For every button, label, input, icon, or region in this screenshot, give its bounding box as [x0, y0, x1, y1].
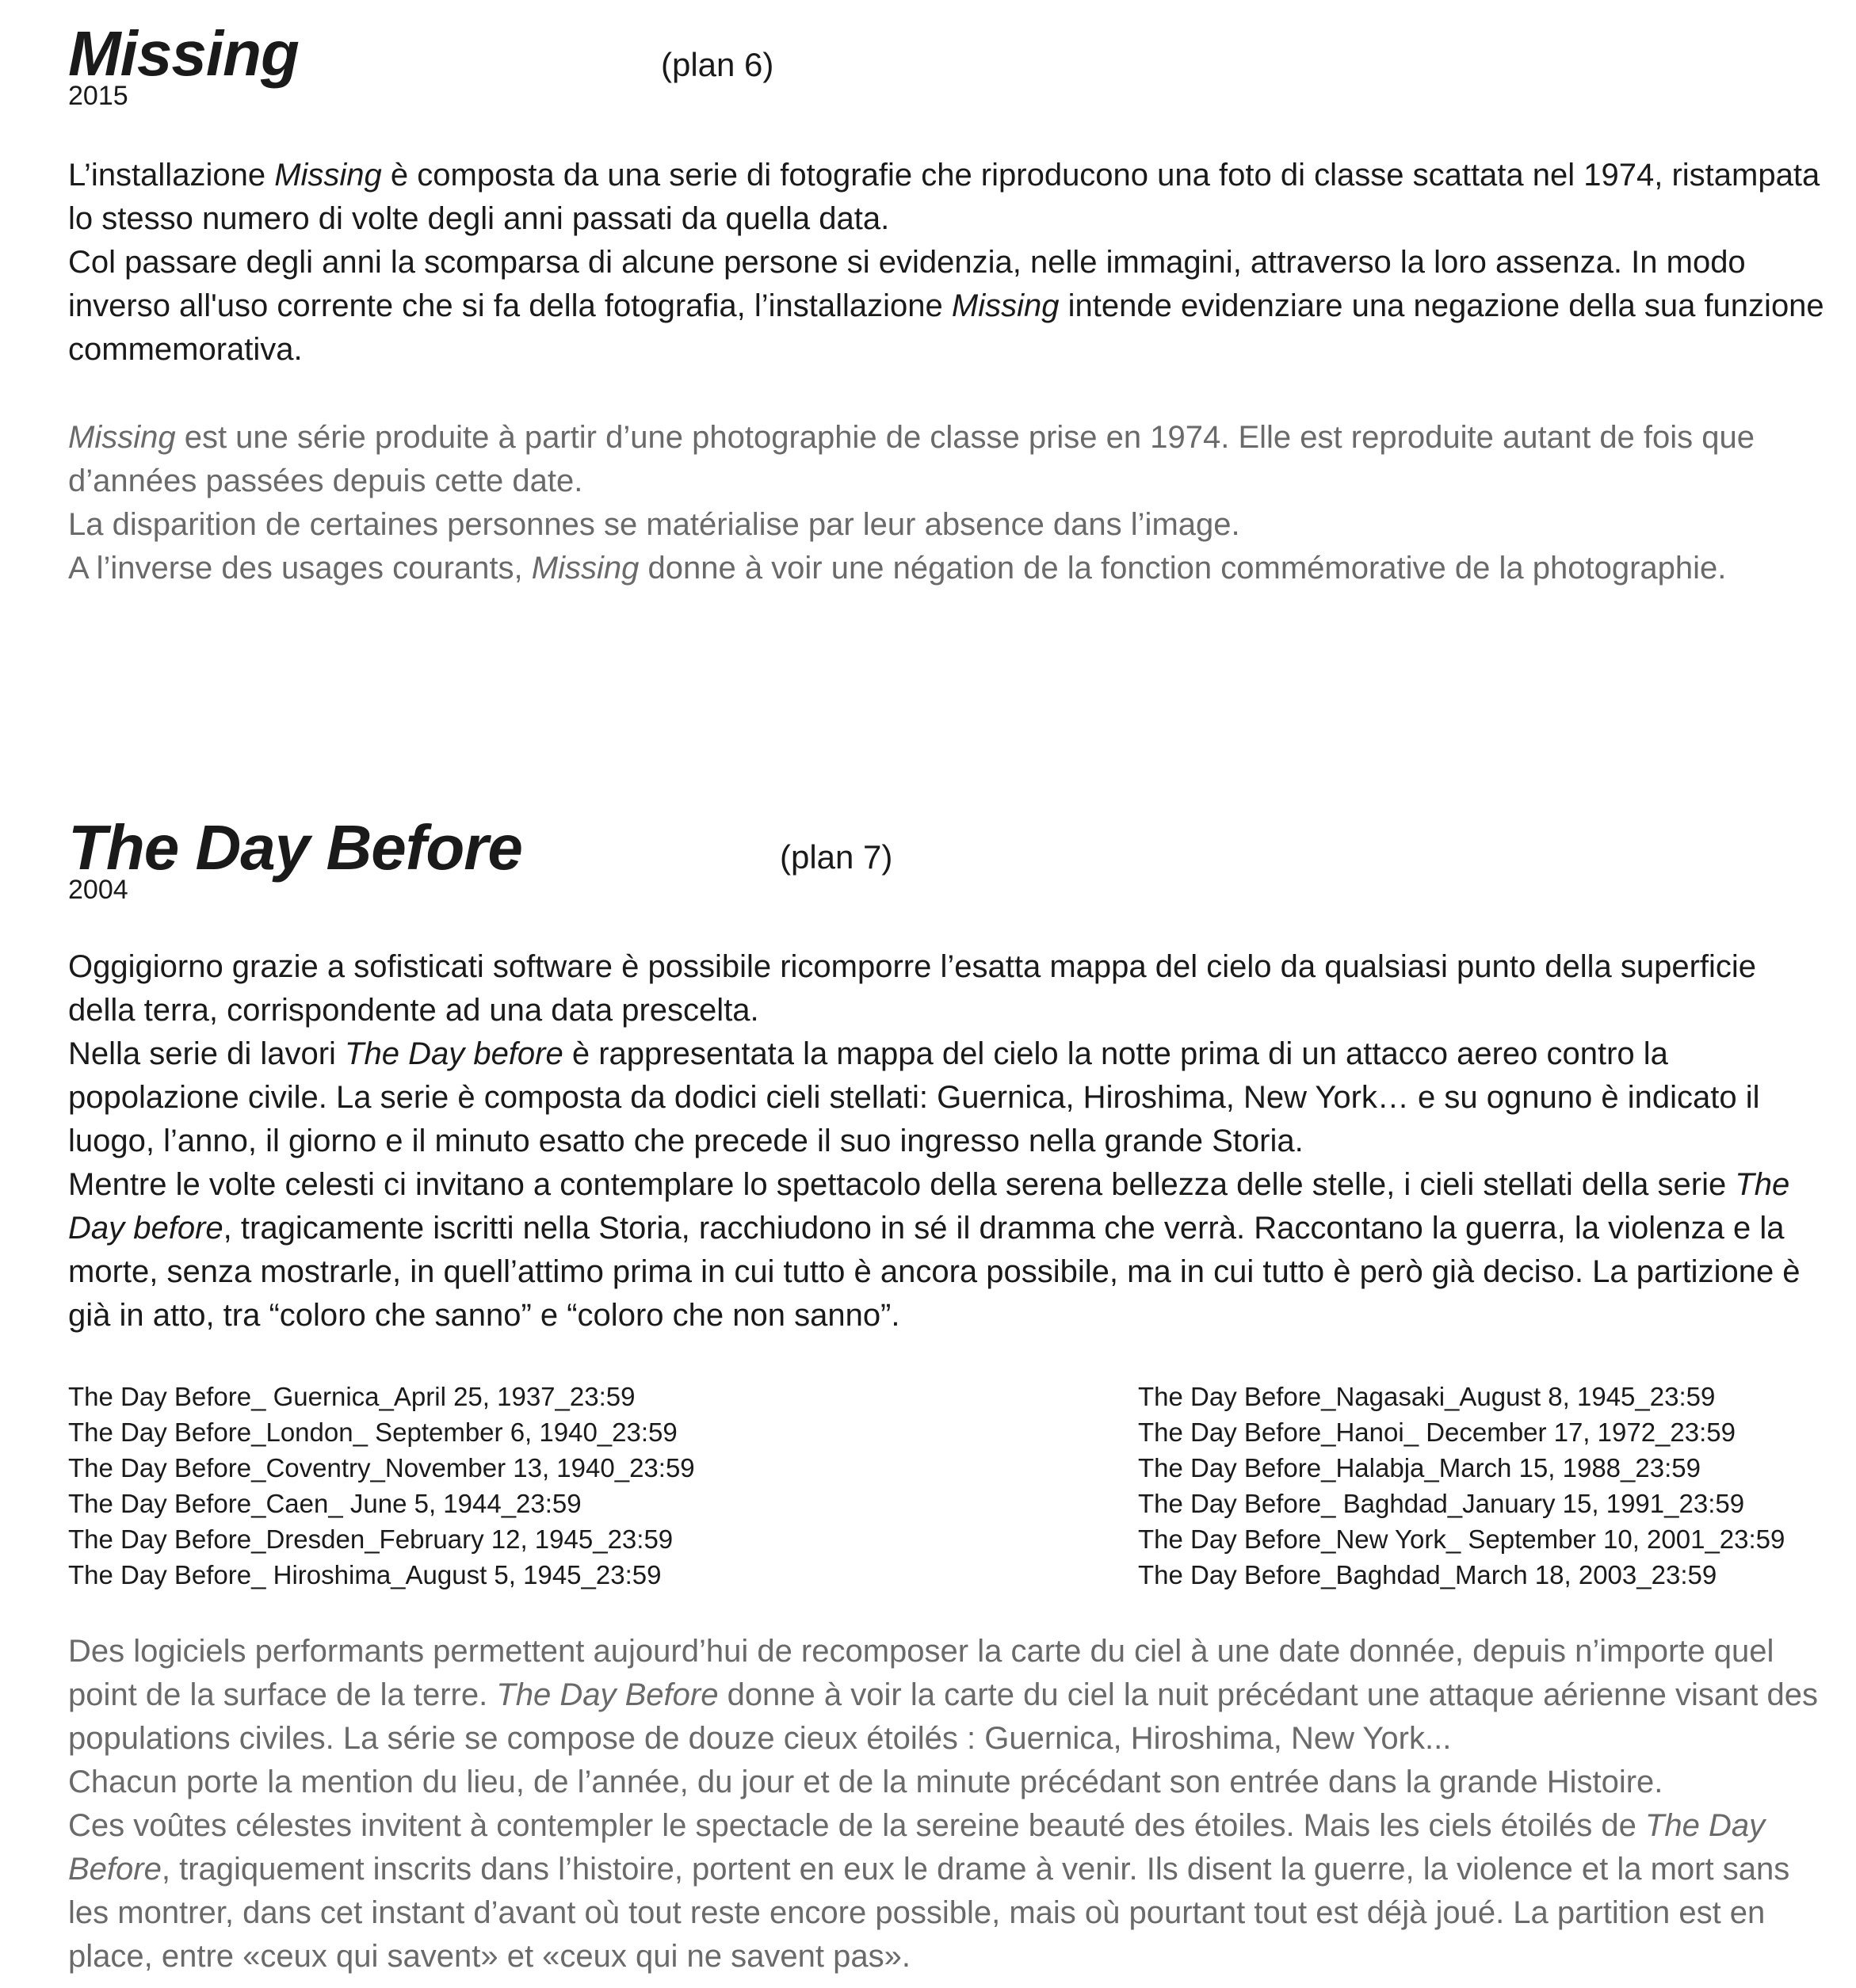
work-item: The Day Before_Caen_ June 5, 1944_23:59: [68, 1489, 582, 1518]
missing-fr-paragraph-2: La disparition de certaines personnes se matérialise par leur absence dans l’image.: [68, 507, 1240, 542]
work-item: The Day Before_Nagasaki_August 8, 1945_23:59: [1138, 1382, 1716, 1411]
day-before-it-paragraph-2: Nella serie di lavori The Day before è rappresentata la mappa del cielo la notte prima di un attacco aereo contro la popolazione civile. La serie è composta da dodici cieli stellati: Guernica, Hiroshima, New York… e su ognuno è indicato il luogo, l’anno, il giorno e il minuto esatto che precede il suo ingresso nella grande Storia.: [68, 1036, 1760, 1158]
work-item: The Day Before_Dresden_February 12, 1945_23:59: [68, 1524, 674, 1554]
missing-section: [68, 18, 299, 112]
missing-title: Missing: [68, 18, 299, 89]
day-before-title: The Day Before: [68, 812, 522, 883]
missing-plan: (plan 6): [661, 46, 774, 83]
work-item: The Day Before_ Baghdad_January 15, 1991_23:59: [1138, 1489, 1745, 1518]
works-list-left: [68, 1379, 695, 1593]
day-before-fr-paragraph-1: Des logiciels performants permettent aujourd’hui de recomposer la carte du ciel à une date donnée, depuis n’importe quel point de la surface de la terre. The Day Before donne à voir la carte du ciel la nuit précédant une attaque aérienne visant des populations civiles. La série se compose de douze cieux étoilés : Guernica, Hiroshima, New York...: [68, 1634, 1819, 1756]
missing-fr-paragraph-1: Missing est une série produite à partir d’une photographie de classe prise en 1974. Elle est reproduite autant de fois que d’années passées depuis cette date.: [68, 420, 1755, 498]
missing-italian-text: [68, 154, 1827, 372]
day-before-it-paragraph-1: Oggigiorno grazie a sofisticati software è possibile ricomporre l’esatta mappa del cielo da qualsiasi punto della superficie della terra, corrispondente ad una data prescelta.: [68, 949, 1757, 1028]
missing-year: 2015: [68, 81, 128, 111]
day-before-year: 2004: [68, 875, 128, 905]
missing-fr-paragraph-3: A l’inverse des usages courants, Missing donne à voir une négation de la fonction commémorative de la photographie.: [68, 551, 1727, 586]
work-item: The Day Before_ Guernica_April 25, 1937_23:59: [68, 1382, 636, 1411]
work-item: The Day Before_New York_ September 10, 2001_23:59: [1138, 1524, 1785, 1554]
missing-french-text: [68, 416, 1827, 590]
missing-it-paragraph-1: L’installazione Missing è composta da una serie di fotografie che riproducono una foto di classe scattata nel 1974, ristampata lo stesso numero di volte degli anni passati da quella data.: [68, 158, 1820, 236]
day-before-it-paragraph-3: Mentre le volte celesti ci invitano a contemplare lo spettacolo della serena bellezza delle stelle, i cieli stellati della serie The Day before, tragicamente iscritti nella Storia, racchiudono in sé il dramma che verrà. Raccontano la guerra, la violenza e la morte, senza mostrarle, in quell’attimo prima in cui tutto è ancora possibile, ma in cui tutto è però già deciso. La partizione è già in atto, tra “coloro che sanno” e “coloro che non sanno”.: [68, 1167, 1801, 1333]
day-before-fr-paragraph-2: Chacun porte la mention du lieu, de l’année, du jour et de la minute précédant son entrée dans la grande Histoire.: [68, 1765, 1663, 1799]
work-item: The Day Before_Hanoi_ December 17, 1972_23:59: [1138, 1418, 1736, 1447]
day-before-italian-text: [68, 945, 1827, 1337]
work-item: The Day Before_London_ September 6, 1940_23:59: [68, 1418, 678, 1447]
work-item: The Day Before_Baghdad_March 18, 2003_23:59: [1138, 1560, 1717, 1589]
work-item: The Day Before_Coventry_November 13, 1940_23:59: [68, 1453, 695, 1482]
day-before-plan: (plan 7): [780, 838, 893, 876]
works-list-right: [1138, 1379, 1785, 1593]
day-before-section: [68, 812, 522, 906]
missing-it-paragraph-2: Col passare degli anni la scomparsa di alcune persone si evidenzia, nelle immagini, attraverso la loro assenza. In modo inverso all'uso corrente che si fa della fotografia, l’installazione Missing intende evidenziare una negazione della sua funzione commemorativa.: [68, 245, 1824, 367]
day-before-fr-paragraph-3: Ces voûtes célestes invitent à contempler le spectacle de la sereine beauté des étoiles. Mais les ciels étoilés de The Day Before, tragiquement inscrits dans l’histoire, portent en eux le drame à venir. Ils disent la guerre, la violence et la mort sans les montrer, dans cet instant d’avant où tout reste encore possible, mais où pourtant tout est déjà joué. La partition est en place, entre «ceux qui savent» et «ceux qui ne savent pas».: [68, 1808, 1790, 1974]
work-item: The Day Before_Halabja_March 15, 1988_23:59: [1138, 1453, 1701, 1482]
work-item: The Day Before_ Hiroshima_August 5, 1945_23:59: [68, 1560, 662, 1589]
day-before-french-text: [68, 1630, 1827, 1978]
